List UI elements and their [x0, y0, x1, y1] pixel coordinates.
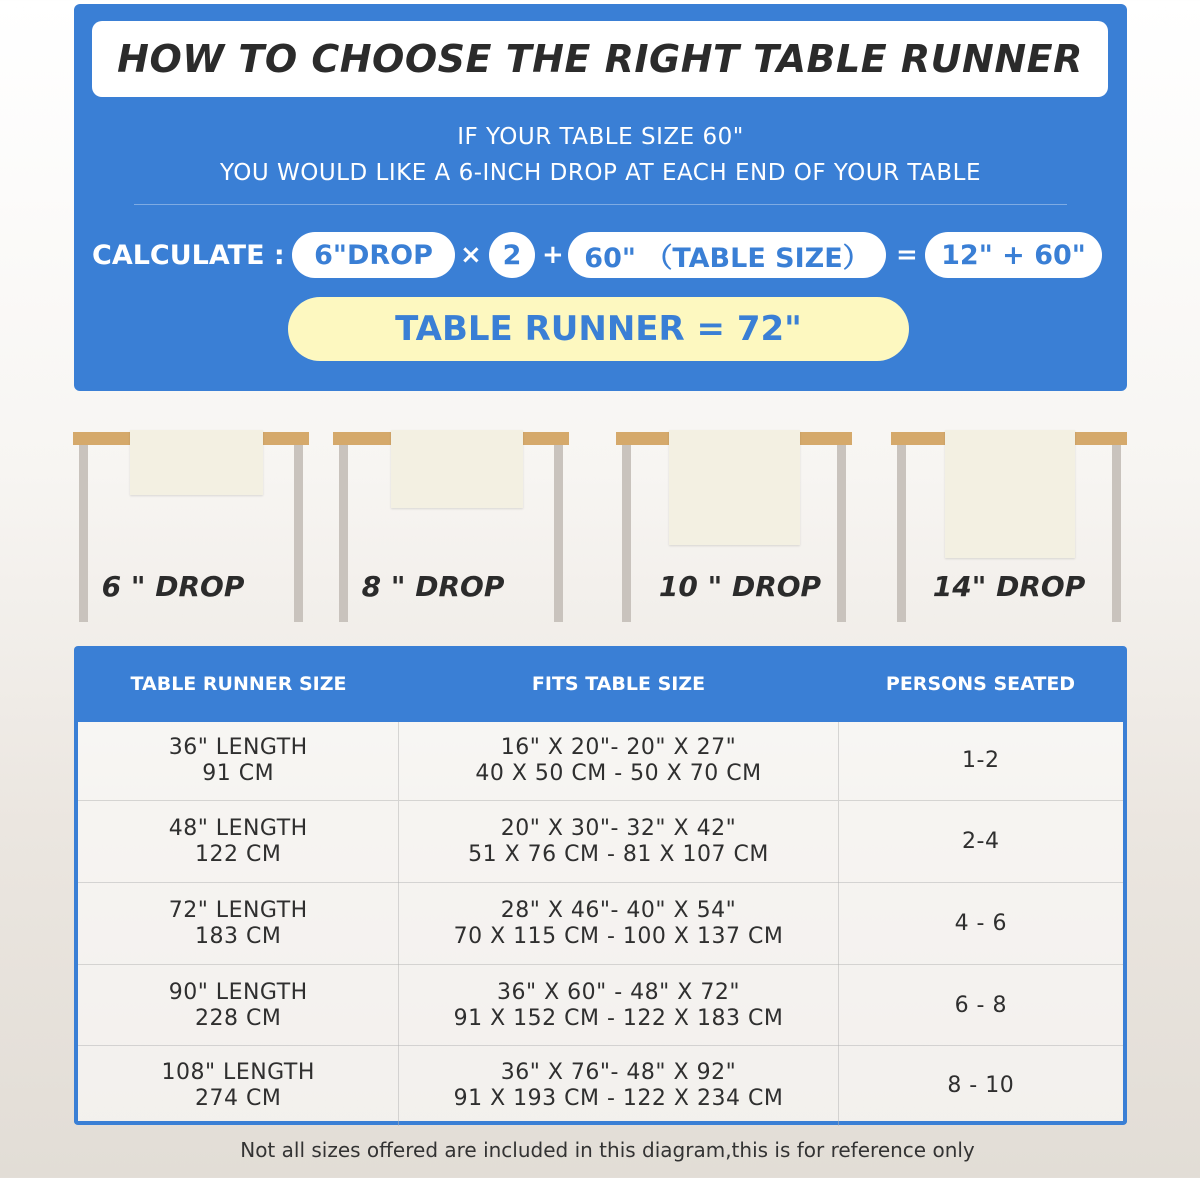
fits-inches: 36" X 60" - 48" X 72" — [496, 979, 740, 1005]
drop-illustration-10 — [616, 430, 852, 622]
table-row — [78, 722, 1123, 800]
runner-size-cell — [78, 801, 398, 883]
fits-inches: 36" X 76"- 48" X 92" — [500, 1060, 737, 1085]
runner-size-cell — [78, 1046, 398, 1126]
runner — [945, 430, 1075, 558]
calculation-panel — [74, 4, 1127, 391]
equals-sign: = — [896, 240, 918, 270]
table-row — [78, 800, 1123, 883]
intro-line-2: YOU WOULD LIKE A 6-INCH DROP AT EACH END OF YOUR TABLE — [219, 160, 982, 186]
persons-cell: 6 - 8 — [954, 992, 1007, 1018]
page-title: HOW TO CHOOSE THE RIGHT TABLE RUNNER — [92, 21, 1108, 97]
table-row — [78, 1045, 1123, 1126]
drop-illustration-14 — [891, 430, 1127, 622]
length-inches: 36" LENGTH — [168, 735, 308, 760]
fits-table-cell — [398, 1046, 838, 1126]
runner — [669, 430, 800, 545]
size-table — [74, 646, 1127, 1125]
persons-cell: 1-2 — [962, 748, 1000, 773]
drop-illustration-8 — [333, 430, 569, 622]
times-sign: × — [460, 240, 482, 270]
table-size-pill: 60" （TABLE SIZE） — [568, 232, 886, 278]
length-inches: 108" LENGTH — [161, 1060, 315, 1085]
fits-inches: 16" X 20"- 20" X 27" — [500, 735, 737, 760]
runner — [130, 430, 263, 495]
intro-line-1: IF YOUR TABLE SIZE 60" — [457, 124, 744, 150]
length-cm: 183 CM — [195, 924, 282, 949]
fits-inches: 20" X 30"- 32" X 42" — [500, 816, 737, 841]
length-inches: 90" LENGTH — [168, 979, 308, 1005]
runner-size-cell — [78, 883, 398, 965]
multiplier-pill: 2 — [489, 232, 535, 278]
fits-inches: 28" X 46"- 40" X 54" — [500, 898, 737, 923]
header-fits-table-size: FITS TABLE SIZE — [531, 673, 706, 695]
calculate-label: CALCULATE : — [92, 239, 285, 271]
fits-cm: 91 X 152 CM - 122 X 183 CM — [453, 1005, 784, 1031]
fits-cm: 51 X 76 CM - 81 X 107 CM — [468, 842, 769, 867]
fits-table-cell — [398, 965, 838, 1046]
sum-pill: 12" + 60" — [925, 232, 1102, 278]
drop-label: 8 " DROP — [361, 570, 505, 603]
length-inches: 72" LENGTH — [168, 898, 308, 923]
runner-size-cell — [78, 722, 398, 800]
runner-size-cell — [78, 965, 398, 1046]
result-pill: TABLE RUNNER = 72" — [288, 297, 909, 361]
fits-table-cell — [398, 801, 838, 883]
fits-cm: 70 X 115 CM - 100 X 137 CM — [453, 924, 784, 949]
drop-pill: 6"DROP — [292, 232, 455, 278]
length-cm: 274 CM — [195, 1086, 282, 1111]
fits-cm: 40 X 50 CM - 50 X 70 CM — [475, 761, 762, 786]
fits-cm: 91 X 193 CM - 122 X 234 CM — [453, 1086, 784, 1111]
drop-label: 10 " DROP — [658, 570, 822, 603]
footnote: Not all sizes offered are included in this diagram,this is for reference only — [240, 1138, 975, 1162]
length-cm: 122 CM — [195, 842, 282, 867]
length-cm: 228 CM — [195, 1005, 282, 1031]
table-row — [78, 882, 1123, 965]
fits-table-cell — [398, 722, 838, 800]
length-cm: 91 CM — [202, 761, 275, 786]
divider — [134, 204, 1067, 205]
table-row — [78, 964, 1123, 1046]
drop-illustration-6 — [73, 430, 309, 622]
persons-cell: 8 - 10 — [947, 1073, 1015, 1098]
drop-label: 6 " DROP — [101, 570, 245, 603]
table-header — [78, 646, 1123, 722]
header-persons-seated: PERSONS SEATED — [885, 673, 1076, 695]
persons-cell: 4 - 6 — [954, 911, 1007, 936]
persons-cell: 2-4 — [962, 829, 1000, 854]
drop-label: 14" DROP — [932, 570, 1086, 603]
header-runner-size: TABLE RUNNER SIZE — [130, 673, 347, 695]
table-leg — [554, 445, 563, 622]
table-leg — [294, 445, 303, 622]
runner — [391, 430, 523, 508]
fits-table-cell — [398, 883, 838, 965]
plus-sign: + — [542, 240, 564, 270]
length-inches: 48" LENGTH — [168, 816, 308, 841]
